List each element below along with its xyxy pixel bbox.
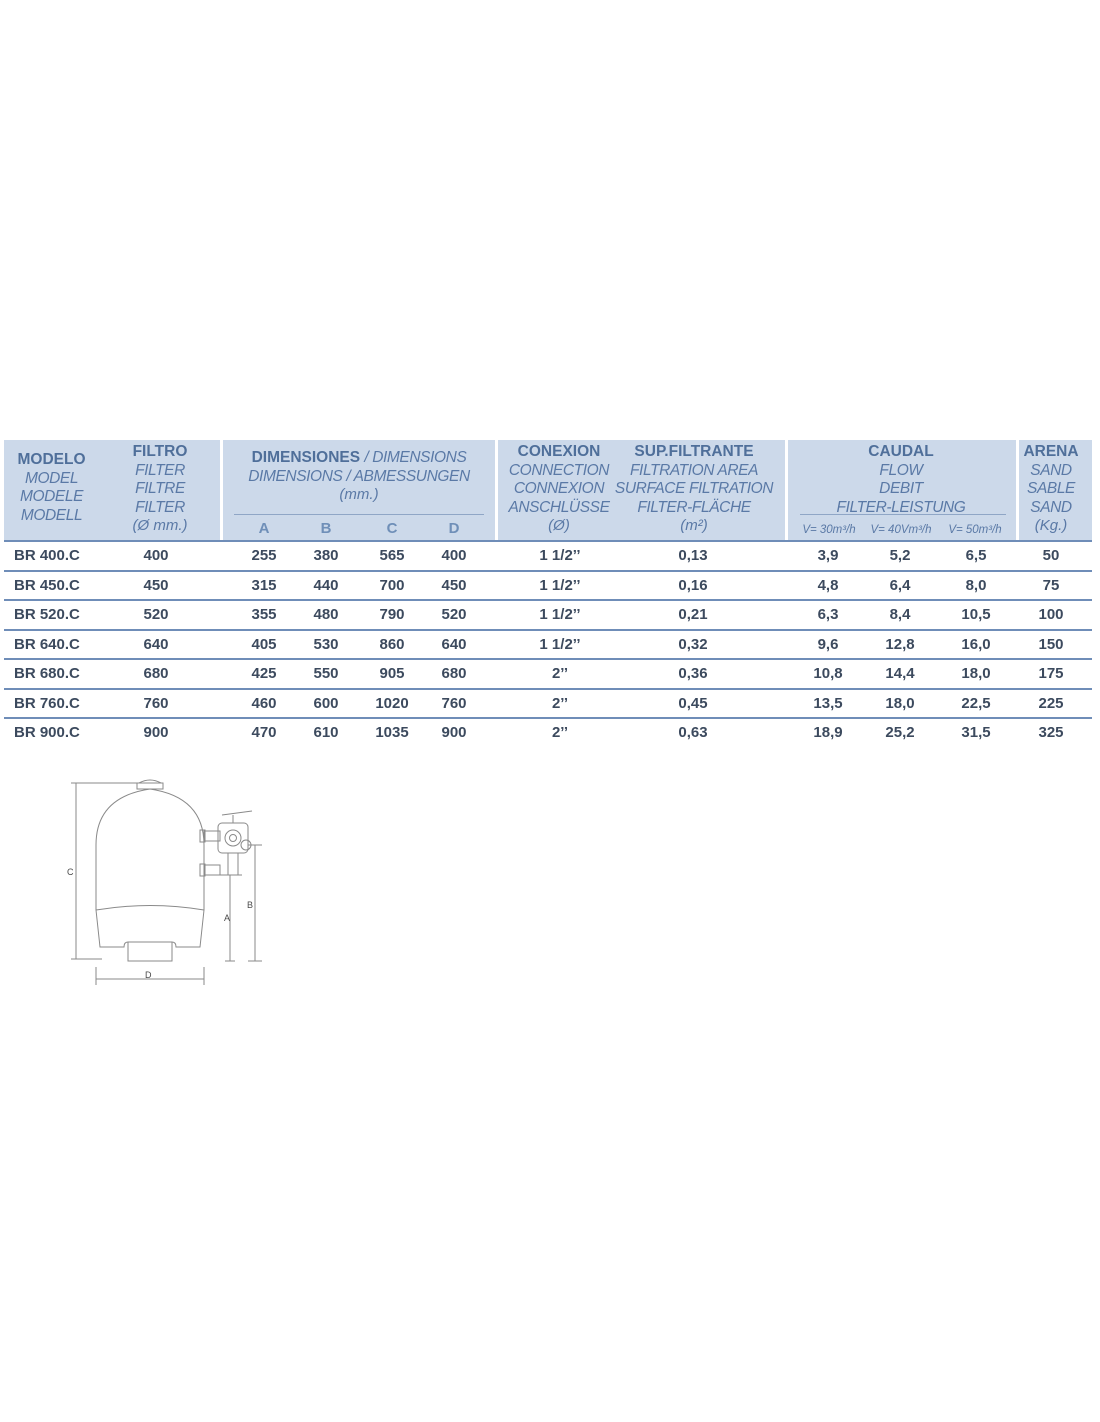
table-header [4, 440, 1092, 542]
header-flow: CAUDAL FLOW DEBIT FILTER-LEISTUNG [836, 443, 966, 516]
flow-40-label: V= 40Vm³/h [870, 524, 932, 536]
table-row: BR 680.C 680 425 550 905 680 2’’ 0,36 10,8 14,4 18,0 175 [4, 658, 1092, 690]
diagram-label-b: B [247, 900, 254, 910]
diagram-label-c: C [67, 867, 74, 877]
filter-drawing [62, 775, 272, 987]
header-model: MODELO MODEL MODELE MODELL [17, 451, 86, 524]
table-row: BR 900.C 900 470 610 1035 900 2’’ 0,63 18,9 25,2 31,5 325 [4, 717, 1092, 749]
header-filter: FILTRO FILTER FILTRE FILTER (Ø mm.) [132, 443, 188, 534]
header-area: SUP.FILTRANTE FILTRATION AREA SURFACE FILTRATION FILTER-FLÄCHE (m²) [614, 443, 774, 534]
col-d-label: D [448, 520, 460, 537]
flow-30-label: V= 30m³/h [802, 524, 856, 536]
table-row: BR 450.C 450 315 440 700 450 1 1/2’’ 0,16 4,8 6,4 8,0 75 [4, 570, 1092, 602]
table-row: BR 400.C 400 255 380 565 400 1 1/2’’ 0,13 3,9 5,2 6,5 50 [4, 540, 1092, 572]
table-row: BR 520.C 520 355 480 790 520 1 1/2’’ 0,21 6,3 8,4 10,5 100 [4, 599, 1092, 631]
diagram-label-a: A [224, 913, 231, 923]
filter-dimension-diagram [62, 775, 272, 987]
flow-50-label: V= 50m³/h [948, 524, 1002, 536]
spec-table [4, 440, 1092, 744]
header-dimensions: DIMENSIONES / DIMENSIONS DIMENSIONS / ABMESSUNGEN (mm.) [248, 449, 470, 503]
col-c-label: C [386, 520, 398, 537]
col-b-label: B [320, 520, 332, 537]
diagram-label-d: D [145, 970, 152, 980]
table-row: BR 760.C 760 460 600 1020 760 2’’ 0,45 13,5 18,0 22,5 225 [4, 688, 1092, 720]
header-sand: ARENA SAND SABLE SAND (Kg.) [1023, 443, 1079, 534]
col-a-label: A [258, 520, 270, 537]
header-connection: CONEXION CONNECTION CONNEXION ANSCHLÜSSE (Ø) [508, 443, 610, 534]
table-row: BR 640.C 640 405 530 860 640 1 1/2’’ 0,32 9,6 12,8 16,0 150 [4, 629, 1092, 661]
